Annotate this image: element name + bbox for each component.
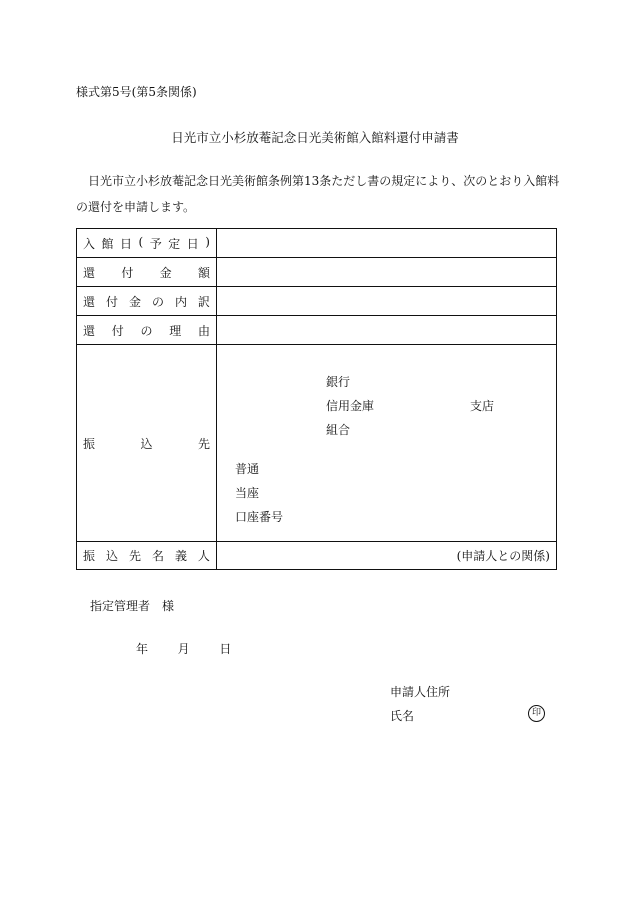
field-entry-date[interactable] xyxy=(217,229,557,258)
label-char: 込 xyxy=(140,436,153,451)
field-refund-reason[interactable] xyxy=(217,316,557,345)
label-char: 訳 xyxy=(197,294,210,309)
label-char: 先 xyxy=(128,549,141,563)
relation-note: (申請人との関係) xyxy=(456,549,550,563)
label-char: ) xyxy=(205,234,210,249)
row-refund-breakdown xyxy=(77,287,557,316)
day-label: 日 xyxy=(219,642,232,656)
ordinary-account-label: 普通 xyxy=(235,462,260,476)
label-char: 振 xyxy=(83,436,96,451)
label-char: 還 xyxy=(83,323,96,338)
applicant-address-label: 申請人住所 xyxy=(390,685,451,699)
form-number: 様式第5号(第5条関係) xyxy=(76,85,197,99)
label-char: 入 xyxy=(83,236,96,251)
label-char: ( xyxy=(138,234,144,249)
label-char: 込 xyxy=(105,549,118,563)
applicant-name-label: 氏名 xyxy=(390,709,415,723)
application-table xyxy=(76,228,557,570)
label-char: 付 xyxy=(105,294,118,309)
field-refund-breakdown[interactable] xyxy=(217,287,557,316)
label-char: 日 xyxy=(186,236,199,251)
label-char: 額 xyxy=(197,265,210,280)
credit-union-label: 信用金庫 xyxy=(326,399,375,413)
month-label: 月 xyxy=(177,642,190,656)
label-char: 内 xyxy=(174,294,187,309)
row-entry-date xyxy=(77,229,557,258)
document-title: 日光市立小杉放菴記念日光美術館入館料還付申請書 xyxy=(171,130,459,145)
field-account-holder[interactable] xyxy=(217,542,557,570)
field-refund-amount[interactable] xyxy=(217,258,557,287)
label-char: 日 xyxy=(120,236,133,251)
label-char: の xyxy=(140,323,153,338)
label-account-holder xyxy=(77,542,217,570)
account-number-label: 口座番号 xyxy=(235,510,284,524)
label-char: 館 xyxy=(101,236,114,251)
row-refund-reason xyxy=(77,316,557,345)
label-char: 先 xyxy=(197,436,210,451)
label-refund-amount xyxy=(77,258,217,287)
label-char: 付 xyxy=(111,323,124,338)
current-account-label: 当座 xyxy=(235,486,260,500)
year-label: 年 xyxy=(136,642,149,656)
label-char: 付 xyxy=(121,265,134,280)
date-line xyxy=(136,640,231,657)
label-char: 金 xyxy=(128,294,141,309)
branch-label: 支店 xyxy=(470,399,495,413)
label-char: の xyxy=(151,294,164,309)
label-entry-date xyxy=(77,229,217,258)
intro-text: 日光市立小杉放菴記念日光美術館条例第13条ただし書の規定により、次のとおり入館料の還付を申請します。 xyxy=(76,174,560,214)
label-char: 人 xyxy=(197,549,210,563)
label-char: 金 xyxy=(159,265,172,280)
label-refund-reason xyxy=(77,316,217,345)
label-transfer-to xyxy=(77,345,217,542)
union-label: 組合 xyxy=(326,423,351,437)
field-transfer-to[interactable] xyxy=(217,345,557,542)
label-refund-breakdown xyxy=(77,287,217,316)
label-char: 名 xyxy=(151,549,164,563)
label-char: 理 xyxy=(169,323,182,338)
bank-label: 銀行 xyxy=(326,375,351,389)
seal-mark: 印 xyxy=(528,705,545,722)
addressee: 指定管理者 様 xyxy=(90,599,175,613)
row-account-holder xyxy=(77,542,557,570)
label-char: 還 xyxy=(83,294,96,309)
label-char: 予 xyxy=(149,236,162,251)
label-char: 振 xyxy=(83,549,96,563)
label-char: 由 xyxy=(197,323,210,338)
label-char: 義 xyxy=(174,549,187,563)
label-char: 還 xyxy=(83,265,96,280)
row-refund-amount xyxy=(77,258,557,287)
label-char: 定 xyxy=(168,236,181,251)
row-transfer-to xyxy=(77,345,557,542)
